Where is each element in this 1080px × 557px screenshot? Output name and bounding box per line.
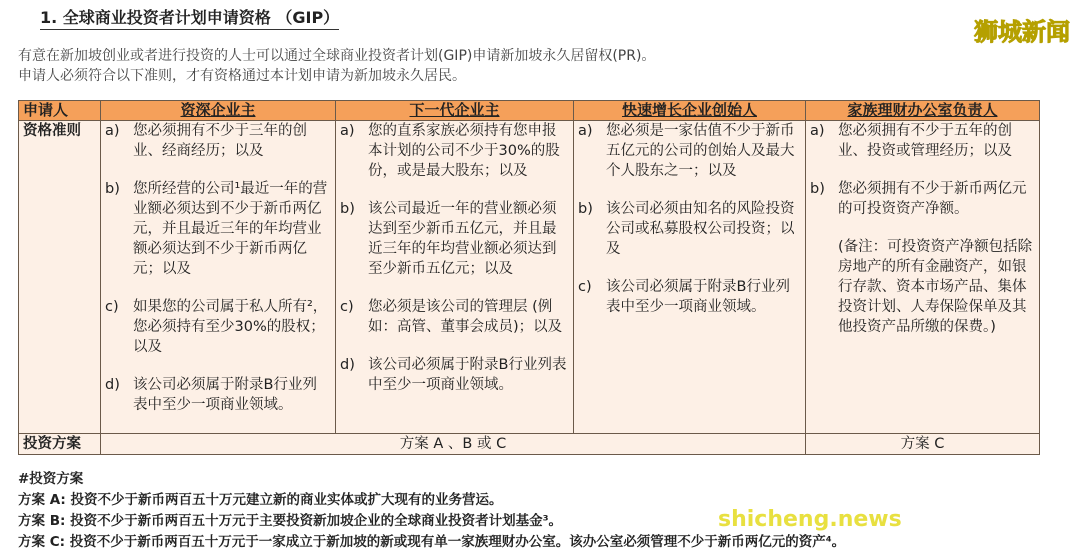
criteria-item — [105, 121, 331, 161]
investment-plans — [18, 469, 1040, 557]
criteria-item — [810, 179, 1035, 219]
criteria-item — [340, 121, 569, 181]
item-text: 您必须拥有不少于三年的创业、经商经历；以及 — [133, 123, 307, 159]
plan-label: 投资方案 — [19, 434, 101, 455]
criteria-item — [340, 355, 569, 395]
item-text: 您必须是该公司的管理层 (例如：高管、董事会成员)；以及 — [368, 299, 563, 335]
item-text: 该公司必须属于附录B行业列表中至少一项商业领域。 — [133, 377, 317, 413]
item-text: 您的直系家族必须持有您申报本计划的公司不少于30%的股份，或是最大股东；以及 — [368, 123, 560, 179]
item-letter: c) — [340, 299, 354, 315]
item-text: 您必须拥有不少于五年的创业、投资或管理经历；以及 — [838, 123, 1012, 159]
criteria-item — [105, 179, 331, 279]
header-applicant: 申请人 — [19, 101, 101, 121]
item-letter: b) — [578, 201, 593, 217]
criteria-item — [340, 199, 569, 279]
criteria-label: 资格准则 — [19, 121, 101, 434]
plan-row — [19, 434, 1040, 455]
item-text: 该公司必须由知名的风险投资公司或私募股权公司投资；以及 — [606, 201, 795, 257]
item-text: 该公司必须属于附录B行业列表中至少一项商业领域。 — [606, 279, 790, 315]
plan-line: 方案 A: 投资不少于新币两百五十万元建立新的商业实体或扩大现有的业务营运。 — [18, 492, 503, 508]
plan-line: 方案 C: 投资不少于新币两百五十万元于一家成立于新加坡的新或现有单一家族理财办公室。该办公室必须管理不少于新币两亿元的资产⁴。 — [18, 534, 846, 550]
criteria-item — [578, 277, 801, 317]
criteria-item — [810, 121, 1035, 161]
criteria-row — [19, 121, 1040, 434]
watermark: shicheng.news — [718, 507, 902, 532]
criteria-note: (备注：可投资资产净额包括除房地产的所有金融资产，如银行存款、资本市场产品、集体投资计划、人寿保险保单及其他投资产品所缴的保费。) — [838, 239, 1033, 335]
plan-line: 方案 B: 投资不少于新币两百五十万元于主要投资新加坡企业的全球商业投资者计划基金³。 — [18, 513, 563, 529]
intro-line: 有意在新加坡创业或者进行投资的人士可以通过全球商业投资者计划(GIP)申请新加坡永久居留权(PR)。 — [18, 48, 656, 64]
logo: 狮城新闻 — [974, 18, 1070, 46]
item-text: 该公司必须属于附录B行业列表中至少一项商业领域。 — [368, 357, 567, 393]
item-text: 您必须拥有不少于新币两亿元的可投资资产净额。 — [838, 181, 1027, 217]
criteria-item — [340, 297, 569, 337]
item-letter: c) — [578, 279, 592, 295]
item-letter: d) — [105, 377, 120, 393]
header-next-gen: 下一代企业主 — [336, 101, 574, 121]
plan-abc: 方案 A 、B 或 C — [101, 434, 806, 455]
criteria-cell — [101, 121, 336, 434]
plans-heading: #投资方案 — [18, 471, 84, 487]
section-title: 1. 全球商业投资者计划申请资格 （GIP） — [40, 8, 339, 30]
item-letter: a) — [340, 123, 355, 139]
criteria-item — [578, 121, 801, 181]
item-text: 您所经营的公司¹最近一年的营业额必须达到不少于新币两亿元，并且最近三年的年均营业额必须达到不少于新币两亿元；以及 — [133, 181, 328, 277]
item-text: 该公司最近一年的营业额必须达到至少新币五亿元，并且最近三年的年均营业额必须达到至少新币五亿元；以及 — [368, 201, 557, 277]
header-family-office: 家族理财办公室负责人 — [806, 101, 1040, 121]
item-text: 您必须是一家估值不少于新币五亿元的公司的创始人及最大个人股东之一；以及 — [606, 123, 795, 179]
header-established: 资深企业主 — [101, 101, 336, 121]
plan-c: 方案 C — [806, 434, 1040, 455]
item-letter: b) — [810, 181, 825, 197]
item-letter: b) — [105, 181, 120, 197]
item-letter: a) — [105, 123, 120, 139]
item-text: 如果您的公司属于私人所有²，您必须持有至少30%的股权；以及 — [133, 299, 328, 355]
header-founder: 快速增长企业创始人 — [574, 101, 806, 121]
eligibility-table — [18, 100, 1040, 455]
item-letter: c) — [105, 299, 119, 315]
intro — [18, 46, 655, 86]
criteria-item — [105, 375, 331, 415]
criteria-cell — [806, 121, 1040, 434]
header-row — [19, 101, 1040, 121]
criteria-item — [105, 297, 331, 357]
item-letter: b) — [340, 201, 355, 217]
item-letter: d) — [340, 357, 355, 373]
item-letter: a) — [578, 123, 593, 139]
criteria-cell — [574, 121, 806, 434]
criteria-item — [578, 199, 801, 259]
intro-line: 申请人必须符合以下准则，才有资格通过本计划申请为新加坡永久居民。 — [18, 68, 466, 84]
item-letter: a) — [810, 123, 825, 139]
criteria-cell — [336, 121, 574, 434]
